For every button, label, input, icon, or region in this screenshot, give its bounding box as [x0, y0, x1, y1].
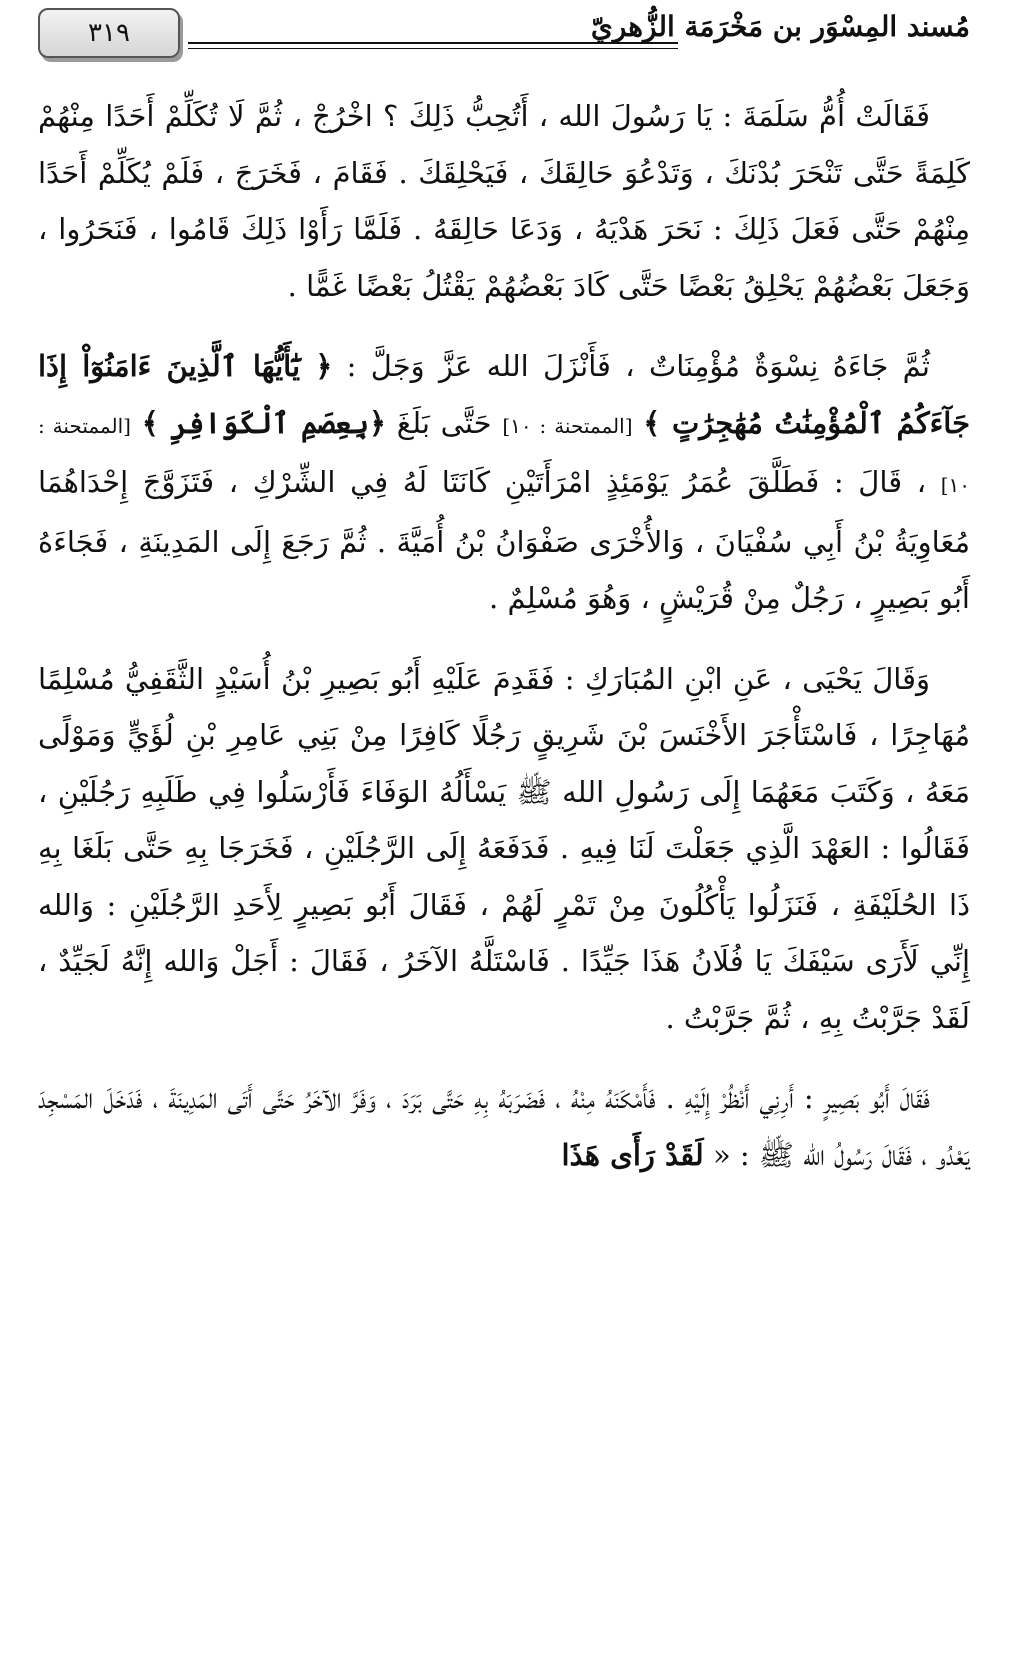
quran-verse-2: ﴿بِعِصَمِ ٱلْكَوَافِرِ ﴾ [141, 405, 386, 440]
hadith-quote-start: لَقَدْ رَأَى هَذَا [561, 1137, 704, 1172]
running-title: مُسند المِسْوَر بن مَخْرَمَة الزُّهريّ [590, 10, 970, 43]
main-text [38, 88, 970, 1183]
page-header [38, 8, 970, 60]
paragraph-1: فَقَالَتْ أُمُّ سَلَمَةَ : يَا رَسُولَ الله ، أَتُحِبُّ ذَلِكَ ؟ اخْرُجْ ، ثُمَّ لَا تُكَلِّمْ أَحَدًا مِنْهُمْ كَلِمَةً حَتَّى تَنْحَرَ بُدْنَكَ ، وَتَدْعُوَ حَالِقَكَ ، فَيَحْلِقَكَ . فَقَامَ ، فَخَرَجَ ، فَلَمْ يُكَلِّمْ أَحَدًا مِنْهُمْ حَتَّى فَعَلَ ذَلِكَ : نَحَرَ هَدْيَهُ ، وَدَعَا حَالِقَهُ . فَلَمَّا رَأَوْا ذَلِكَ قَامُوا ، فَنَحَرُوا ، وَجَعَلَ بَعْضُهُمْ يَحْلِقُ بَعْضًا حَتَّى كَادَ بَعْضُهُمْ يَقْتُلُ بَعْضًا غَمًّا . [38, 99, 970, 303]
paragraph-2 [38, 338, 970, 627]
paragraph-2-rest: ، قَالَ : فَطَلَّقَ عُمَرُ يَوْمَئِذٍ امْرَأَتَيْنِ كَانَتَا لَهُ فِي الشِّرْكِ ، فَتَزَوَّجَ إِحْدَاهُمَا مُعَاوِيَةُ بْنُ أَبِي سُفْيَانَ ، وَالأُخْرَى صَفْوَانُ بْنُ أُمَيَّةَ . ثُمَّ رَجَعَ إِلَى المَدِينَةِ ، فَجَاءَهُ أَبُو بَصِيرٍ ، رَجُلٌ مِنْ قُرَيْشٍ ، وَهُوَ مُسْلِمٌ . [38, 465, 970, 615]
header-rule-thin [188, 48, 678, 49]
paragraph-3: وَقَالَ يَحْيَى ، عَنِ ابْنِ المُبَارَكِ : فَقَدِمَ عَلَيْهِ أَبُو بَصِيرِ بْنُ أُسَيْدٍ الثَّقَفِيُّ مُسْلِمًا مُهَاجِرًا ، فَاسْتَأْجَرَ الأَخْنَسَ بْنَ شَرِيقٍ رَجُلًا كَافِرًا مِنْ بَنِي عَامِرِ بْنِ لُؤَيٍّ وَمَوْلًى مَعَهُ ، وَكَتَبَ مَعَهُمَا إِلَى رَسُولِ الله ﷺ يَسْأَلُهُ الوَفَاءَ فَأَرْسَلُوا فِي طَلَبِهِ رَجُلَيْنِ ، فَقَالُوا : العَهْدَ الَّذِي جَعَلْتَ لَنَا فِيهِ . فَدَفَعَهُ إِلَى الرَّجُلَيْنِ ، فَخَرَجَا بِهِ حَتَّى بَلَغَا بِهِ ذَا الحُلَيْفَةِ ، فَنَزَلُوا يَأْكُلُونَ مِنْ تَمْرٍ لَهُمْ ، فَقَالَ أَبُو بَصِيرٍ لِأَحَدِ الرَّجُلَيْنِ : وَالله إِنِّي لَأَرَى سَيْفَكَ يَا فُلَانُ هَذَا جَيِّدًا . فَاسْتَلَّهُ الآخَرُ ، فَقَالَ : أَجَلْ وَالله إِنَّهُ لَجَيِّدٌ ، لَقَدْ جَرَّبْتُ بِهِ ، ثُمَّ جَرَّبْتُ . [38, 661, 971, 1035]
page-number: ٣١٩ [88, 18, 130, 48]
paragraph-2-mid: حَتَّى بَلَغَ [396, 405, 492, 440]
paragraph-4-text: فَقَالَ أَبُو بَصِيرٍ : أَرِنِي أَنْظُرْ إِلَيْهِ . فَأَمْكَنَهُ مِنْهُ ، فَضَرَبَهُ بِهِ حَتَّى بَرَدَ ، وَفَرَّ الآخَرُ حَتَّى أَتَى المَدِينَةَ ، فَدَخَلَ المَسْجِدَ يَعْدُو ، فَقَالَ رَسُولُ الله ﷺ : « [38, 1081, 970, 1172]
paragraph-2-intro: ثُمَّ جَاءَهُ نِسْوَةٌ مُؤْمِنَاتٌ ، فَأَنْزَلَ الله عَزَّ وَجَلَّ : [346, 349, 931, 383]
verse-reference-2: [الممتحنة : ١٠] [38, 413, 971, 497]
quran-verse-1: ﴿ يَٰٓأَيُّهَا ٱلَّذِينَ ءَامَنُوٓاْ إِذَا جَآءَكُمُ ٱلْمُؤْمِنَٰتُ مُهَٰجِرَٰتٍ ﴾ [38, 349, 971, 440]
paragraph-4 [38, 1070, 970, 1183]
page-number-badge [38, 8, 180, 58]
verse-reference-1: [الممتحنة : ١٠] [502, 413, 633, 438]
